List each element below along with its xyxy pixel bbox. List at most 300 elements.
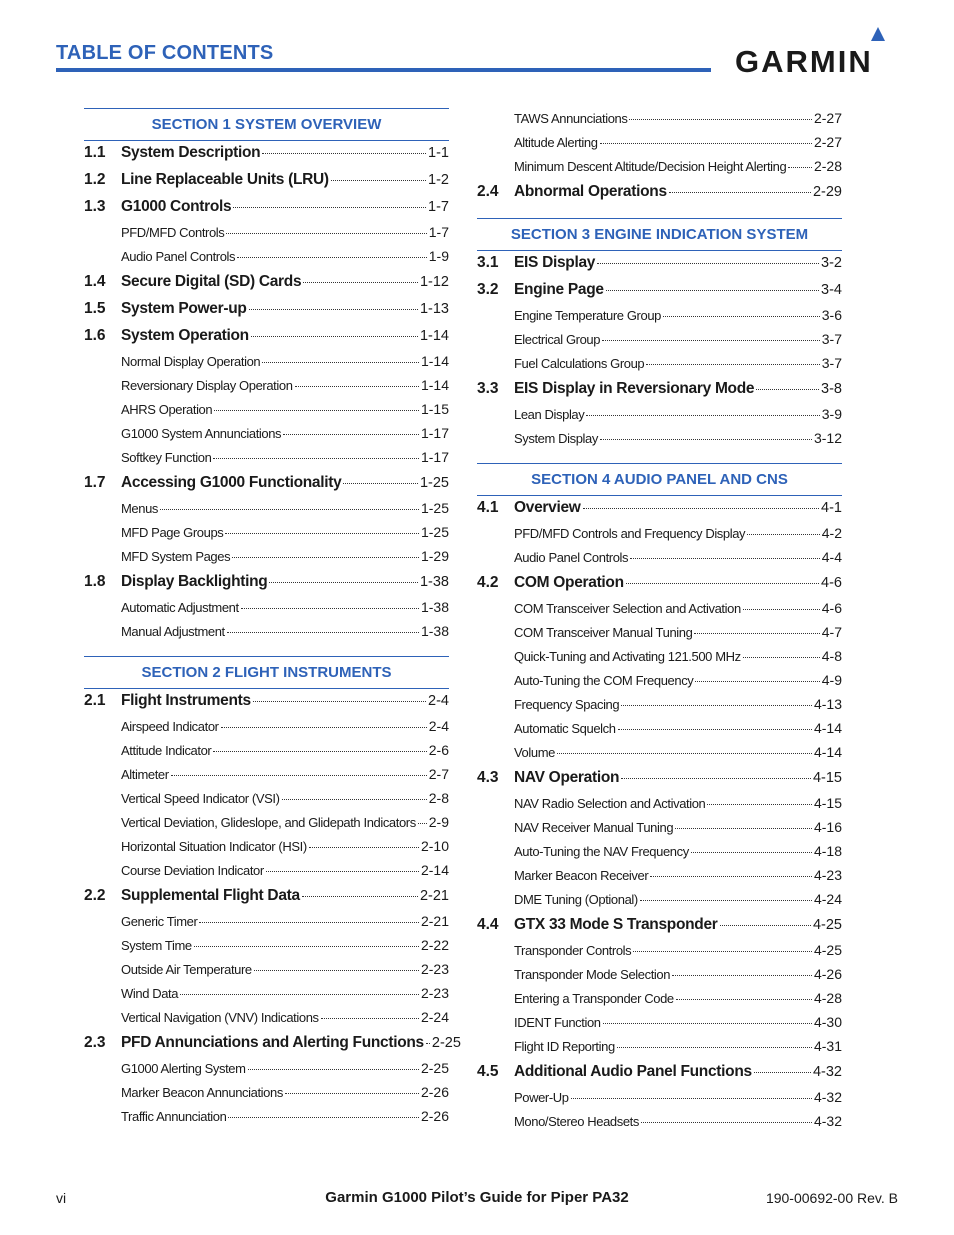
dot-leader [694,633,819,634]
toc-entry-page: 4-23 [813,867,842,883]
toc-entry-page: 2-9 [428,814,449,830]
toc-subentry[interactable] [477,305,842,329]
toc-subentry[interactable] [84,498,449,522]
dot-leader [251,336,418,337]
toc-subentry[interactable] [477,742,842,766]
toc-entry-label: Engine Temperature Group [514,308,661,323]
toc-entry-page: 1-13 [419,301,449,317]
toc-entry-page: 2-7 [428,766,449,782]
dot-leader [640,900,812,901]
dot-leader [269,582,418,583]
svg-text:GARMIN: GARMIN [735,44,873,77]
dot-leader [309,847,419,848]
dot-leader [295,386,419,387]
toc-subentry[interactable] [477,718,842,742]
toc-entry-label: G1000 Alerting System [121,1061,246,1076]
dot-leader [646,364,820,365]
toc-entry-page: 4-15 [812,770,842,786]
toc-entry-label: G1000 System Annunciations [121,426,282,441]
toc-subentry[interactable] [477,622,842,646]
toc-entry[interactable] [84,195,449,222]
garmin-logo [735,27,895,77]
dot-leader [302,896,418,897]
toc-entry-page: 4-32 [813,1113,842,1129]
toc-subentry[interactable] [84,375,449,399]
toc-entry-page: 2-23 [420,961,449,977]
toc-entry-label: Normal Display Operation [121,354,261,369]
toc-entry-label: MFD Page Groups [121,525,224,540]
toc-subentry[interactable] [84,812,449,836]
toc-subentry[interactable] [84,740,449,764]
dot-leader [194,946,419,947]
dot-leader [283,434,419,435]
toc-entry-number: 4.3 [477,769,499,786]
toc-entry-page: 4-4 [821,549,842,565]
dot-leader [282,799,427,800]
toc-entry-label: Power-Up [514,1090,569,1105]
dot-leader [241,608,419,609]
dot-leader [213,458,419,459]
toc-subentry[interactable] [477,1087,842,1111]
dot-leader [788,167,812,168]
toc-entry-label: PFD/MFD Controls and Frequency Display [514,526,746,541]
toc-subentry[interactable] [84,716,449,740]
dot-leader [586,415,819,416]
toc-entry-page: 2-6 [428,742,449,758]
toc-entry-number: 3.3 [477,380,499,397]
toc-entry-page: 2-26 [420,1108,449,1124]
toc-entry-label: Engine Page [514,281,604,298]
toc-entry-label: Display Backlighting [121,573,268,590]
dot-leader [650,876,812,877]
dot-leader [641,1122,812,1123]
toc-subentry[interactable] [477,404,842,428]
toc-entry-label: PFD Annunciations and Alerting Functions [121,1034,424,1051]
toc-entry-page: 3-4 [821,282,842,298]
toc-entry-number: 3.1 [477,254,499,271]
dot-leader [262,362,419,363]
dot-leader [600,439,812,440]
toc-entry-page: 4-31 [813,1038,842,1054]
toc-subentry[interactable] [84,423,449,447]
dot-leader [602,340,820,341]
toc-subentry[interactable] [477,841,842,865]
dot-leader [221,727,427,728]
toc-entry-page: 2-26 [420,1084,449,1100]
toc-entry[interactable] [477,180,842,207]
toc-entry-label: GTX 33 Mode S Transponder [514,916,718,933]
toc-entry[interactable] [477,278,842,305]
dot-leader [418,823,427,824]
dot-leader [249,309,418,310]
toc-entry-label: TAWS Annunciations [514,111,628,126]
toc-entry[interactable] [84,270,449,297]
toc-entry-page: 4-6 [821,600,842,616]
dot-leader [248,1069,419,1070]
toc-subentry[interactable] [477,889,842,913]
toc-entry[interactable] [477,377,842,404]
toc-entry[interactable] [84,570,449,597]
toc-subentry[interactable] [84,246,449,270]
dot-leader [630,558,820,559]
toc-subentry[interactable] [84,546,449,570]
dot-leader [160,509,419,510]
toc-entry-label: Manual Adjustment [121,624,225,639]
dot-leader [232,557,419,558]
toc-entry-page: 1-38 [419,574,449,590]
toc-entry-label: AHRS Operation [121,402,213,417]
toc-entry-page: 3-7 [821,331,842,347]
toc-entry-number: 4.2 [477,574,499,591]
dot-leader [676,999,812,1000]
toc-subentry[interactable] [477,598,842,622]
toc-entry-label: Entering a Transponder Code [514,991,674,1006]
toc-entry[interactable] [477,766,842,793]
toc-entry-label: Reversionary Display Operation [121,378,293,393]
toc-subentry[interactable] [84,222,449,246]
toc-subentry[interactable] [477,132,842,156]
toc-entry-page: 2-28 [813,158,842,174]
toc-entry-label: Abnormal Operations [514,183,667,200]
toc-subentry[interactable] [84,1082,449,1106]
toc-entry-page: 4-9 [821,672,842,688]
toc-entry-label: Attitude Indicator [121,743,212,758]
toc-subentry[interactable] [84,1007,449,1031]
page-title: TABLE OF CONTENTS [56,42,274,64]
dot-leader [303,282,418,283]
dot-leader [754,1072,811,1073]
dot-leader [672,975,812,976]
toc-entry-label: Quick-Tuning and Activating 121.500 MHz [514,649,741,664]
toc-entry-label: Line Replaceable Units (LRU) [121,171,329,188]
dot-leader [720,925,811,926]
toc-entry-page: 1-2 [428,172,449,188]
toc-entry-page: 2-21 [420,913,449,929]
toc-subentry[interactable] [84,1106,449,1130]
toc-entry-label: System Time [121,938,192,953]
toc-entry-page: 2-8 [428,790,449,806]
dot-leader [756,389,819,390]
toc-subentry[interactable] [477,817,842,841]
toc-entry-number: 4.4 [477,916,499,933]
toc-subentry[interactable] [84,1058,449,1082]
toc-entry-label: Airspeed Indicator [121,719,219,734]
dot-leader [675,828,812,829]
toc-subentry[interactable] [477,988,842,1012]
toc-entry-label: Horizontal Situation Indicator (HSI) [121,839,307,854]
toc-entry-label: Altimeter [121,767,169,782]
dot-leader [626,583,819,584]
toc-subentry[interactable] [84,621,449,645]
dot-leader [225,533,419,534]
toc-entry-number: 1.4 [84,273,106,290]
dot-leader [213,751,426,752]
toc-entry-page: 4-24 [813,891,842,907]
toc-entry-page: 4-1 [821,500,842,516]
toc-entry[interactable] [84,884,449,911]
toc-entry-label: Additional Audio Panel Functions [514,1063,752,1080]
toc-entry-page: 1-38 [420,599,449,615]
toc-entry[interactable] [477,251,842,278]
toc-entry-page: 2-25 [431,1035,461,1051]
toc-entry-label: PFD/MFD Controls [121,225,225,240]
toc-subentry[interactable] [84,522,449,546]
toc-subentry[interactable] [477,964,842,988]
footer-title: Garmin G1000 Pilot’s Guide for Piper PA32 [325,1189,629,1206]
toc-subentry[interactable] [84,836,449,860]
dot-leader [669,192,811,193]
toc-entry-number: 1.2 [84,171,106,188]
toc-subentry[interactable] [84,860,449,884]
toc-entry-label: MFD System Pages [121,549,231,564]
toc-entry-number: 3.2 [477,281,499,298]
toc-entry-page: 3-7 [821,355,842,371]
toc-entry-label: Wind Data [121,986,179,1001]
dot-leader [707,804,812,805]
toc-entry-label: Fuel Calculations Group [514,356,645,371]
toc-subentry[interactable] [84,983,449,1007]
toc-entry-page: 4-14 [813,744,842,760]
dot-leader [180,994,419,995]
toc-entry[interactable] [477,1060,842,1087]
toc-entry-page: 2-10 [420,838,449,854]
toc-entry-label: Lean Display [514,407,585,422]
toc-entry-page: 2-27 [813,110,842,126]
toc-entry[interactable] [84,689,449,716]
toc-subentry[interactable] [477,694,842,718]
toc-entry-label: Traffic Annunciation [121,1109,227,1124]
toc-entry-label: System Display [514,431,598,446]
toc-entry-label: Generic Timer [121,914,198,929]
toc-entry-page: 2-23 [420,985,449,1001]
dot-leader [262,153,426,154]
toc-entry[interactable] [477,571,842,598]
toc-entry-label: Automatic Squelch [514,721,616,736]
dot-leader [254,970,419,971]
toc-subentry[interactable] [84,959,449,983]
toc-entry-page: 4-25 [812,917,842,933]
toc-subentry[interactable] [84,935,449,959]
dot-leader [226,233,426,234]
toc-entry-label: DME Tuning (Optional) [514,892,638,907]
toc-entry-number: 1.7 [84,474,106,491]
toc-entry-label: G1000 Controls [121,198,232,215]
toc-entry-page: 4-25 [813,942,842,958]
toc-subentry[interactable] [84,597,449,621]
toc-entry-label: Minimum Descent Altitude/Decision Height Alerting [514,159,787,174]
toc-subentry[interactable] [477,108,842,132]
dot-leader [621,778,811,779]
dot-leader [266,871,419,872]
toc-entry-label: Audio Panel Controls [121,249,236,264]
dot-leader [663,316,820,317]
toc-entry-page: 1-17 [420,449,449,465]
toc-entry-number: 1.5 [84,300,106,317]
toc-entry-label: Marker Beacon Annunciations [121,1085,283,1100]
toc-entry-number: 2.3 [84,1034,106,1051]
dot-leader [233,207,426,208]
toc-entry-page: 4-30 [813,1014,842,1030]
toc-entry-label: Auto-Tuning the NAV Frequency [514,844,689,859]
toc-entry-page: 1-15 [420,401,449,417]
garmin-delta-icon [871,27,885,41]
toc-entry-page: 1-25 [420,524,449,540]
dot-leader [426,1043,430,1044]
toc-entry[interactable] [84,141,449,168]
toc-entry-number: 2.2 [84,887,106,904]
toc-entry-page: 4-15 [813,795,842,811]
toc-entry-page: 2-4 [428,693,449,709]
dot-leader [617,1047,812,1048]
toc-entry-page: 2-29 [812,184,842,200]
toc-entry-page: 4-6 [821,575,842,591]
toc-subentry[interactable] [477,1111,842,1135]
toc-entry-label: Altitude Alerting [514,135,598,150]
toc-subentry[interactable] [84,447,449,471]
dot-leader [621,705,812,706]
toc-entry-page: 4-14 [813,720,842,736]
toc-subentry[interactable] [84,399,449,423]
toc-subentry[interactable] [477,1036,842,1060]
dot-leader [606,290,819,291]
dot-leader [331,180,426,181]
toc-subentry[interactable] [477,428,842,452]
toc-entry-page: 3-2 [821,255,842,271]
toc-entry-page: 1-38 [420,623,449,639]
toc-subentry[interactable] [477,646,842,670]
toc-subentry[interactable] [84,351,449,375]
dot-leader [633,951,812,952]
dot-leader [227,632,419,633]
toc-entry-label: Vertical Speed Indicator (VSI) [121,791,280,806]
toc-entry-label: COM Transceiver Manual Tuning [514,625,693,640]
toc-entry-label: IDENT Function [514,1015,601,1030]
toc-entry-label: EIS Display [514,254,596,271]
toc-entry-page: 1-25 [419,475,449,491]
toc-entry-label: Accessing G1000 Functionality [121,474,342,491]
toc-entry-page: 3-6 [821,307,842,323]
toc-entry-label: Flight Instruments [121,692,251,709]
toc-entry-page: 2-14 [420,862,449,878]
toc-subentry[interactable] [477,156,842,180]
toc-entry[interactable] [84,324,449,351]
toc-entry[interactable] [84,1031,461,1058]
toc-entry-page: 4-26 [813,966,842,982]
dot-leader [237,257,427,258]
toc-entry-page: 4-2 [821,525,842,541]
dot-leader [557,753,812,754]
dot-leader [343,483,418,484]
toc-entry-number: 2.4 [477,183,499,200]
toc-entry[interactable] [84,168,449,195]
toc-entry-page: 1-29 [420,548,449,564]
toc-entry-number: 1.1 [84,144,106,161]
dot-leader [695,681,819,682]
toc-entry[interactable] [84,297,449,324]
dot-leader [691,852,812,853]
toc-subentry[interactable] [84,788,449,812]
toc-entry-label: Secure Digital (SD) Cards [121,273,302,290]
section-header: SECTION 4 AUDIO PANEL AND CNS [477,463,842,496]
section-header: SECTION 3 ENGINE INDICATION SYSTEM [477,218,842,251]
toc-entry[interactable] [477,496,842,523]
toc-subentry[interactable] [477,547,842,571]
toc-entry-page: 4-7 [821,624,842,640]
toc-entry-label: Transponder Controls [514,943,632,958]
toc-entry-page: 1-7 [428,224,449,240]
dot-leader [743,609,820,610]
toc-entry-label: Vertical Navigation (VNV) Indications [121,1010,319,1025]
toc-entry-label: Flight ID Reporting [514,1039,615,1054]
toc-entry-page: 4-32 [813,1089,842,1105]
dot-leader [600,143,812,144]
toc-subentry[interactable] [477,353,842,377]
toc-entry-label: Marker Beacon Receiver [514,868,649,883]
dot-leader [285,1093,419,1094]
toc-subentry[interactable] [477,329,842,353]
toc-right-column [477,108,842,1135]
toc-entry-page: 1-14 [420,377,449,393]
toc-subentry[interactable] [477,1012,842,1036]
toc-entry-label: COM Transceiver Selection and Activation [514,601,741,616]
dot-leader [629,119,811,120]
dot-leader [747,534,820,535]
toc-entry-label: Softkey Function [121,450,212,465]
toc-entry[interactable] [477,913,842,940]
dot-leader [171,775,427,776]
toc-entry-label: Automatic Adjustment [121,600,239,615]
toc-entry[interactable] [84,471,449,498]
toc-entry-page: 2-25 [420,1060,449,1076]
toc-entry-label: NAV Operation [514,769,620,786]
toc-left-column [84,96,461,1130]
toc-entry-page: 2-4 [428,718,449,734]
toc-entry-page: 1-25 [420,500,449,516]
dot-leader [214,410,419,411]
footer-page-number: vi [56,1190,67,1206]
toc-entry-page: 2-27 [813,134,842,150]
toc-entry-page: 1-17 [420,425,449,441]
toc-entry-page: 1-9 [428,248,449,264]
toc-entry-label: Frequency Spacing [514,697,620,712]
toc-subentry[interactable] [477,670,842,694]
toc-entry-page: 2-21 [419,888,449,904]
toc-entry-label: Volume [514,745,555,760]
toc-entry-label: Overview [514,499,581,516]
toc-entry-label: System Power-up [121,300,247,317]
toc-entry-label: System Description [121,144,261,161]
toc-entry-label: Mono/Stereo Headsets [514,1114,639,1129]
dot-leader [199,922,419,923]
toc-entry-page: 3-9 [821,406,842,422]
toc-entry-label: System Operation [121,327,249,344]
toc-subentry[interactable] [477,940,842,964]
section-header: SECTION 2 FLIGHT INSTRUMENTS [84,656,449,689]
toc-entry-page: 4-8 [821,648,842,664]
toc-entry-label: Course Deviation Indicator [121,863,264,878]
toc-subentry[interactable] [477,523,842,547]
dot-leader [253,701,426,702]
toc-entry-page: 1-1 [428,145,449,161]
toc-subentry[interactable] [477,865,842,889]
toc-subentry[interactable] [84,911,449,935]
toc-subentry[interactable] [84,764,449,788]
toc-entry-label: NAV Receiver Manual Tuning [514,820,674,835]
toc-entry-page: 3-12 [813,430,842,446]
toc-entry-label: Vertical Deviation, Glideslope, and Glidepath Indicators [121,815,416,830]
toc-entry-page: 4-18 [813,843,842,859]
toc-subentry[interactable] [477,793,842,817]
